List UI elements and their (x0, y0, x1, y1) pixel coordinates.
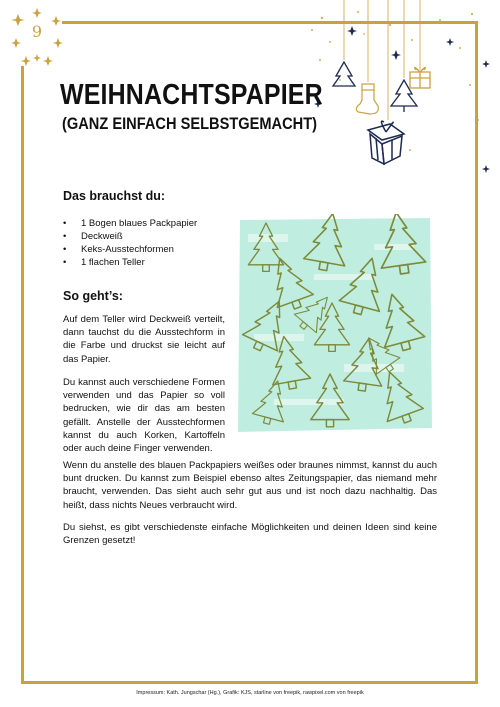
tree-print-paper-image (234, 214, 436, 436)
page-subtitle: (GANZ EINFACH SELBSTGEMACHT) (62, 114, 318, 133)
gift-icon (368, 121, 404, 164)
instructions-paragraph: Du siehst, es gibt verschiedenste einfache Möglichkeiten und deinen Ideen sind keine Grenzen gesetzt! (63, 522, 437, 547)
christmas-tree-icon (333, 62, 355, 86)
footer-credits: Impressum: Kath. Jungschar (Hg.), Grafik: KJS, starline von freepik, rawpixel.com von freepik (136, 690, 364, 696)
instructions-paragraph: Wenn du anstelle des blauen Packpapiers weißes oder braunes nimmst, kannst du auch bunt drucken. Du kannst zum Beispiel ebenso altes Zeitungspapier, das niemand mehr braucht, verwenden. Das sieht auch sehr gut aus und ist noch dazu nachhaltig. Das heißt, dass nichts Neues verbraucht wird. (63, 460, 437, 511)
list-item: • 1 Bogen blaues Packpapier (63, 217, 197, 230)
instructions-paragraph: Du kannst auch verschiedene Formen verwenden und das Papier so voll bedrucken, wie dir das am besten gefällt. Anstelle der Ausstechformen kannst du auch Korken, Kartoffeln oder auch deine Finger verwenden. (63, 377, 225, 455)
christmas-tree-icon (391, 80, 417, 112)
list-item: • Deckweiß (63, 230, 197, 243)
day-badge (10, 6, 62, 66)
materials-heading: Das brauchst du: (63, 189, 166, 203)
gift-icon (410, 67, 430, 88)
instructions-heading: So geht’s: (63, 289, 123, 303)
page-title: WEIHNACHTSPAPIER (60, 79, 323, 111)
day-number: 9 (31, 22, 43, 41)
hanging-ornaments-decoration (300, 0, 500, 195)
list-item: • Keks-Ausstechformen (63, 243, 197, 256)
list-item: • 1 flachen Teller (63, 256, 197, 269)
stocking-icon (356, 84, 378, 114)
materials-list (63, 217, 197, 269)
instructions-paragraph: Auf dem Teller wird Deckweiß verteilt, dann tauchst du die Ausstechform in die Farbe und druckst sie leicht auf das Papier. (63, 314, 225, 365)
